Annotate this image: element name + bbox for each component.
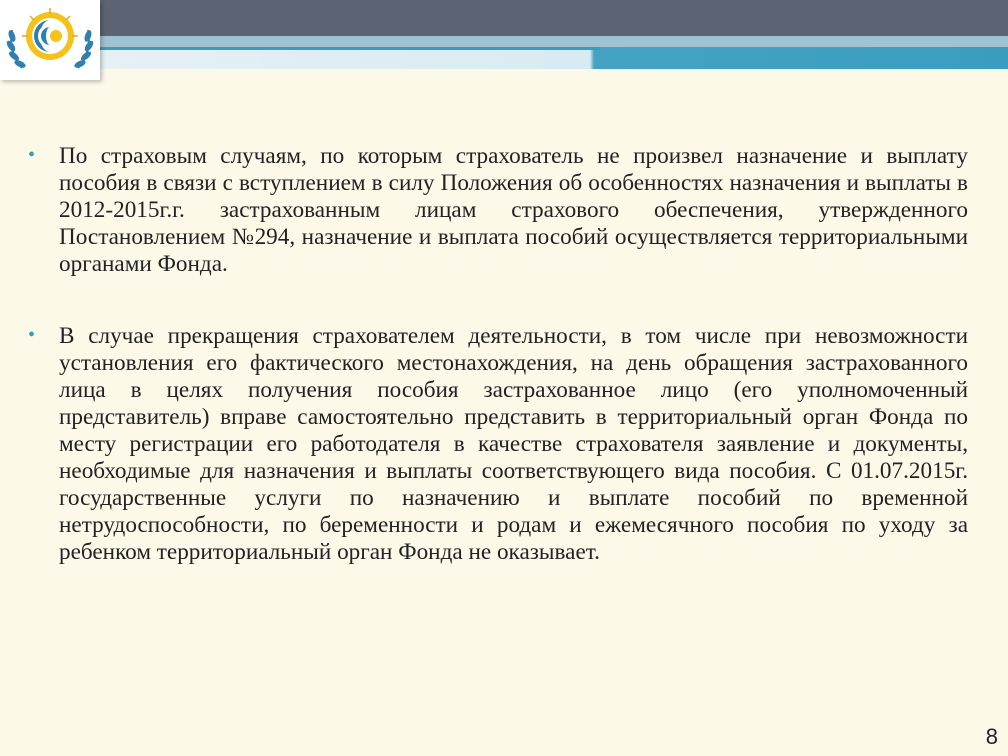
bullet-marker: • (28, 324, 36, 346)
slide-content (28, 143, 968, 611)
header-stripe-light (100, 36, 1008, 47)
page-number: 8 (985, 724, 998, 749)
fss-emblem-icon (0, 0, 100, 80)
header-bar (100, 0, 1008, 36)
bullet-item (28, 323, 968, 566)
bullet-item (28, 143, 968, 278)
header-stripe-accent (100, 47, 600, 50)
bullet-text: По страховым случаям, по которым страхователь не произвел назначение и выплату пособия в связи с вступлением в силу Положения об особенностях назначения и выплаты в 2012-2015г.г. застрахованным лицам страхового обеспечения, утвержденного Постановлением №294, назначение и выплата пособий осуществляется территориальными органами Фонда. (59, 143, 968, 277)
bullet-marker: • (28, 144, 36, 166)
header-stripe-teal (100, 47, 1008, 69)
bullet-text: В случае прекращения страхователем деятельности, в том числе при невозможности установления его фактического местонахождения, на день обращения застрахованного лица в целях получения пособия застрахованное лицо (его уполномоченный представитель) вправе самостоятельно представить в территориальный орган Фонда по месту регистрации его работодателя в качестве страхователя заявление и документы, необходимые для назначения и выплаты соответствующего вида пособия. С 01.07.2015г. государственные услуги по назначению и выплате пособий по временной нетрудоспособности, по беременности и родам и ежемесячного пособия по уходу за ребенком территориальный орган Фонда не оказывает. (59, 323, 968, 565)
